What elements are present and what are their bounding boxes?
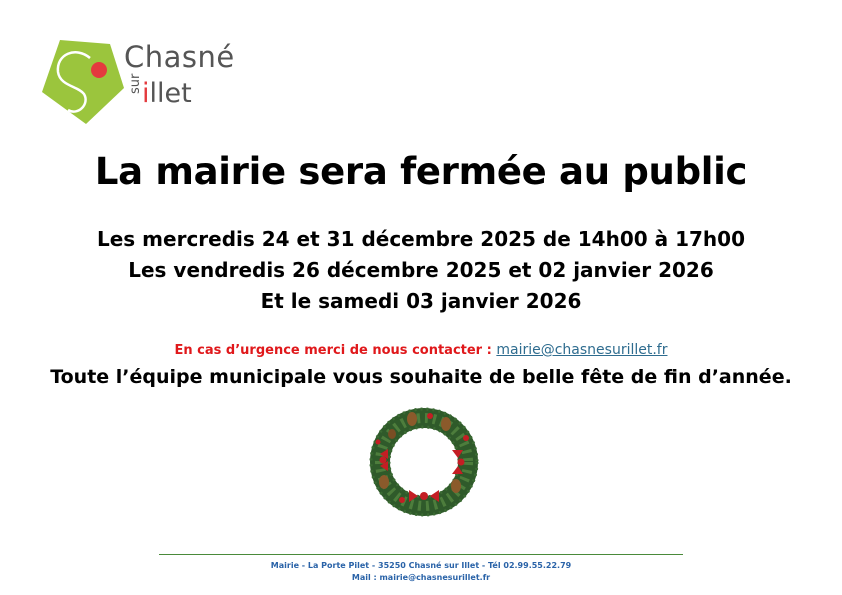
date-line: Les vendredis 26 décembre 2025 et 02 janvier 2026 (128, 258, 714, 282)
chasne-sur-illet-logo (38, 36, 235, 128)
wishes-text: Toute l’équipe municipale vous souhaite de belle fête de fin d’année. (50, 366, 792, 388)
footer-divider (159, 554, 683, 555)
logo-mark-icon (38, 36, 124, 126)
logo-sur: sur (128, 73, 143, 94)
page-title: La mairie sera fermée au public (94, 150, 748, 193)
date-line: Et le samedi 03 janvier 2026 (260, 289, 582, 313)
closure-dates (0, 224, 842, 317)
urgent-text: En cas d’urgence merci de nous contacter : (174, 343, 497, 358)
logo-name: Chasné (124, 40, 235, 74)
logo-illet (142, 78, 192, 109)
footer (0, 560, 842, 584)
logo-illet-first: i (142, 78, 150, 109)
footer-mail: Mail : mairie@chasnesurillet.fr (351, 573, 491, 582)
footer-address: Mairie - La Porte Pilet - 35250 Chasné sur Illet - Tél 02.99.55.22.79 (270, 561, 572, 570)
urgent-contact (0, 342, 842, 358)
date-line: Les mercredis 24 et 31 décembre 2025 de 14h00 à 17h00 (97, 227, 745, 251)
email-link[interactable]: mairie@chasnesurillet.fr (496, 342, 668, 358)
christmas-wreath-icon (358, 402, 490, 520)
logo-illet-rest: llet (149, 78, 192, 109)
